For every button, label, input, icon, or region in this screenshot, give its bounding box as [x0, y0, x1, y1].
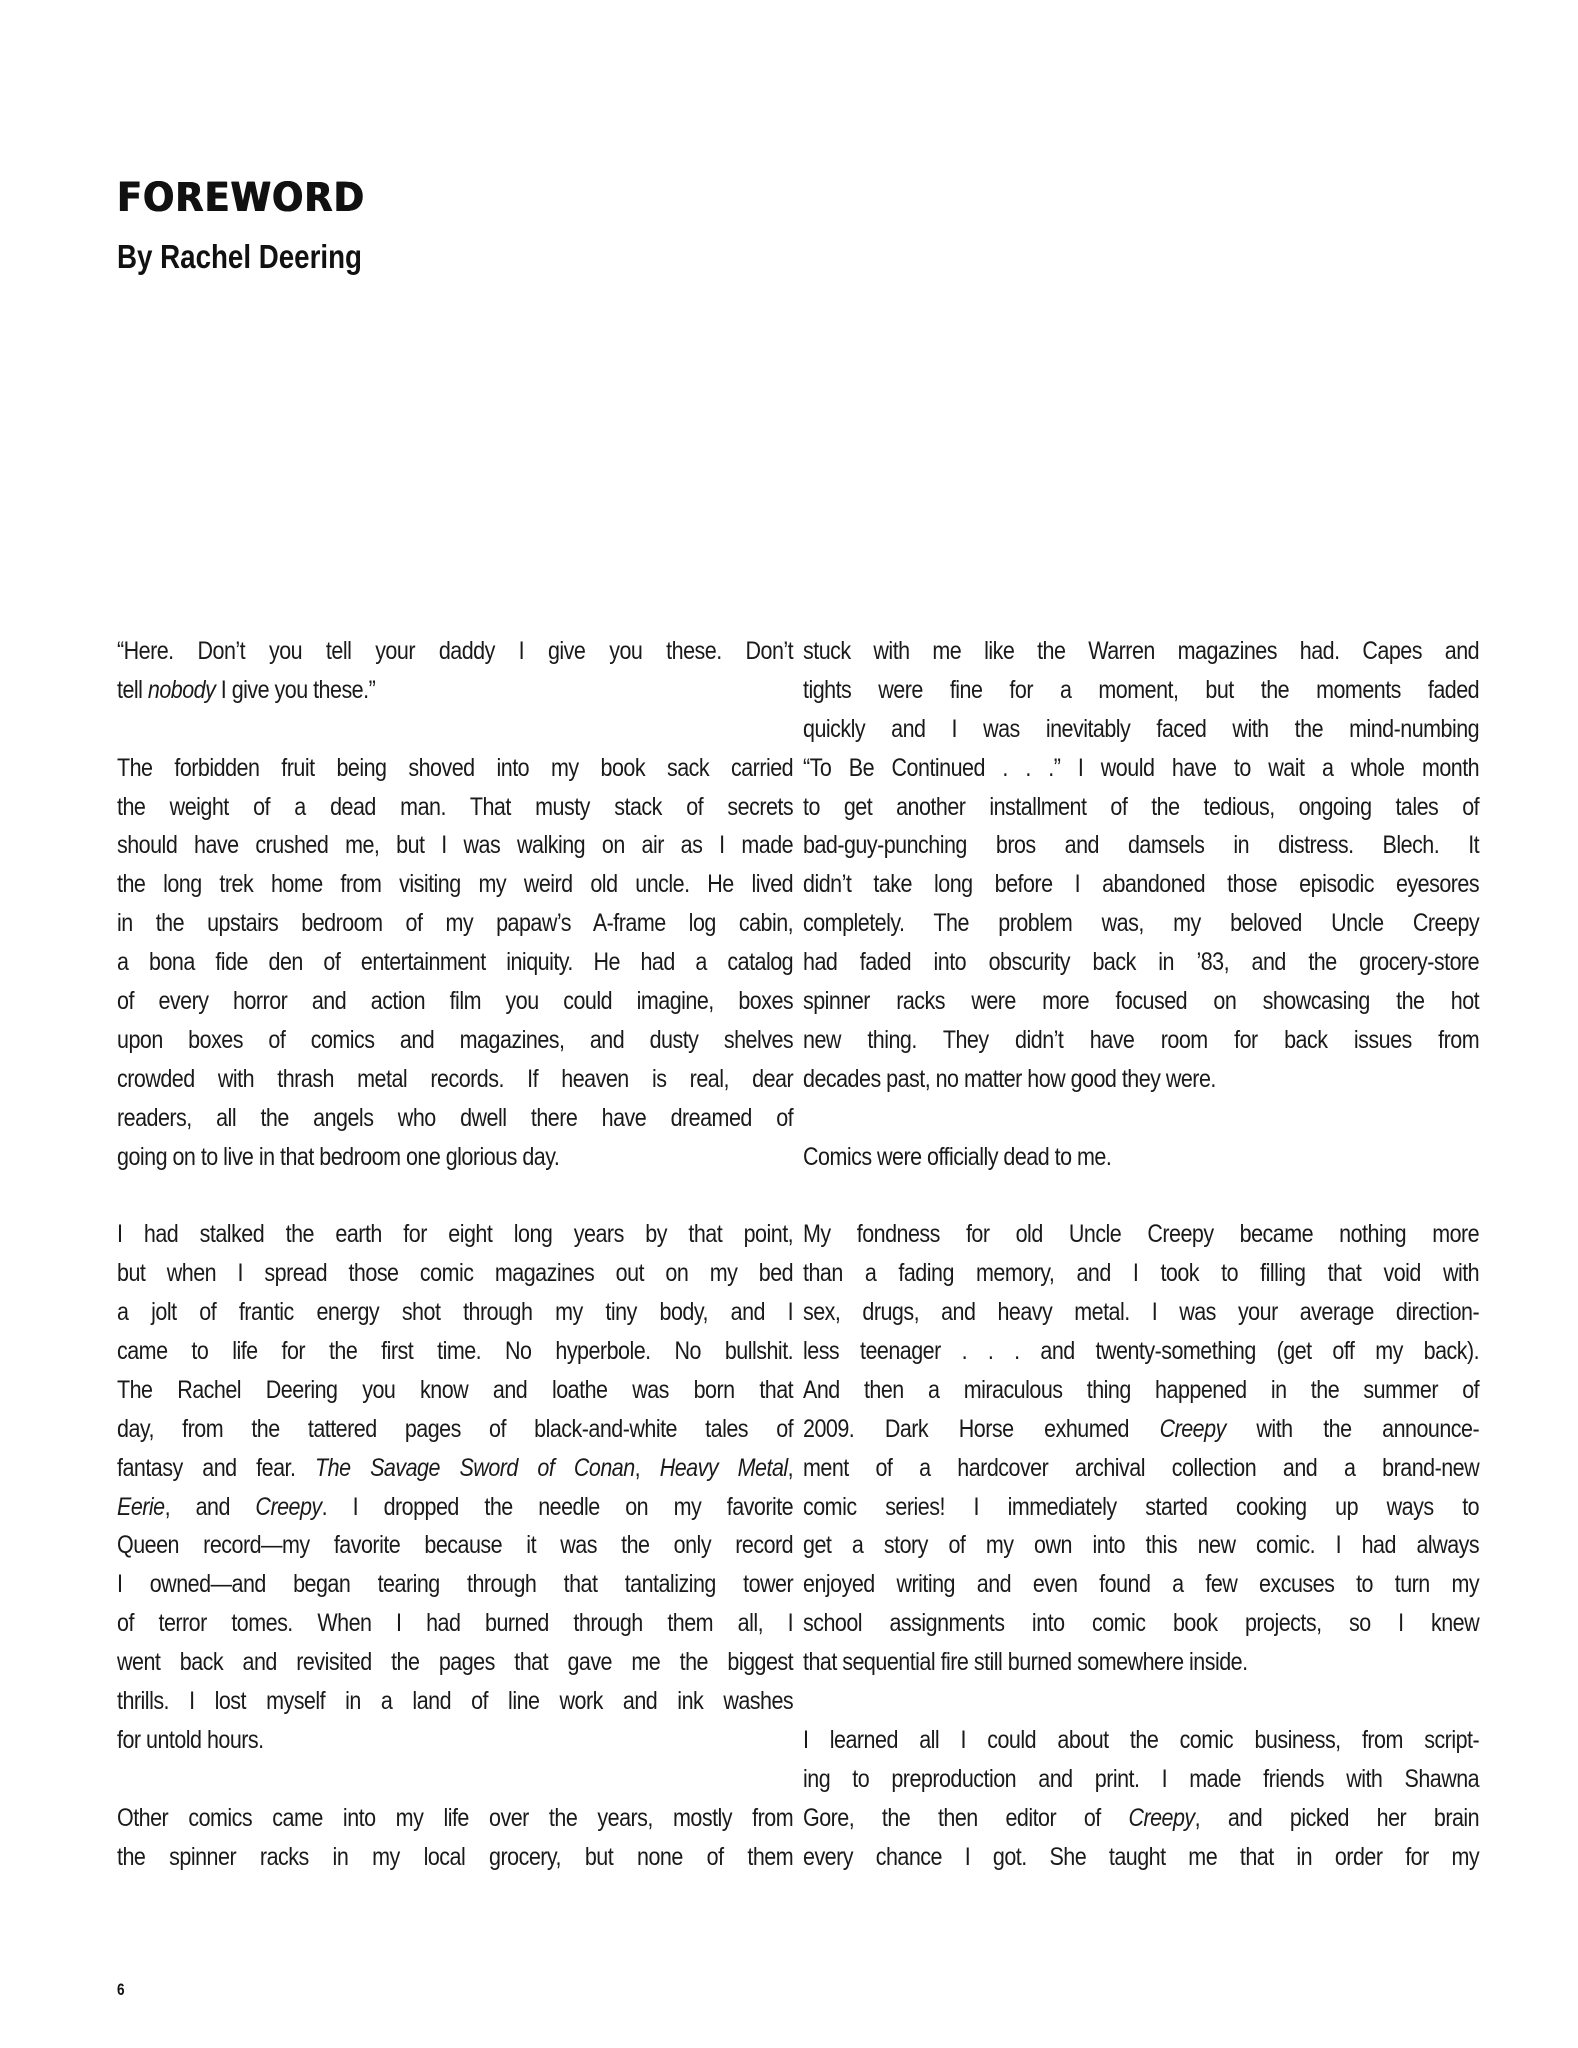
text-run: day, from the tattered pages of black-and-white tales of	[117, 1414, 794, 1443]
text-line	[803, 632, 1479, 671]
text-line	[117, 1371, 793, 1410]
text-line	[117, 943, 793, 982]
text-line	[803, 1215, 1479, 1254]
text-run: ment of a hardcover archival collection and a brand-new	[803, 1453, 1480, 1482]
text-run: the spinner racks in my local grocery, but none of them	[117, 1842, 794, 1871]
italic-title: Heavy Metal	[659, 1453, 788, 1482]
paragraph-gap	[117, 1760, 793, 1799]
paragraph-gap	[803, 1176, 1479, 1215]
text-line	[803, 1488, 1479, 1527]
text-run: Gore, the then editor of	[803, 1803, 1129, 1832]
text-line	[117, 982, 793, 1021]
text-run: the long trek home from visiting my weird old uncle. He lived	[117, 870, 794, 899]
text-line	[117, 865, 793, 904]
text-run: but when I spread those comic magazines out on my bed	[117, 1259, 794, 1288]
italic-title: Eerie	[117, 1492, 165, 1521]
text-line	[803, 826, 1479, 865]
text-line	[117, 1410, 793, 1449]
text-line	[117, 1604, 793, 1643]
text-run: new thing. They didn’t have room for back issues from	[803, 1025, 1480, 1054]
text-run: of terror tomes. When I had burned through them all, I	[117, 1609, 794, 1638]
text-line	[117, 671, 793, 710]
text-run: get a story of my own into this new comic. I had always	[803, 1531, 1480, 1560]
text-run: every chance I got. She taught me that in order for my	[803, 1842, 1480, 1871]
text-run: with the announce-	[1225, 1414, 1480, 1443]
page-number: 6	[117, 1980, 125, 1999]
text-run: should have crushed me, but I was walking on air as I made	[117, 831, 794, 860]
text-line	[117, 1449, 793, 1488]
text-run: And then a miraculous thing happened in the summer of	[803, 1375, 1480, 1404]
text-line	[117, 1838, 793, 1877]
body-column-left	[117, 632, 793, 1877]
text-run: Comics were officially dead to me.	[803, 1142, 1112, 1171]
text-run: I owned—and began tearing through that tantalizing tower	[117, 1570, 794, 1599]
text-line	[117, 1488, 793, 1527]
text-run: decades past, no matter how good they were.	[803, 1064, 1216, 1093]
text-run: comic series! I immediately started cooking up ways to	[803, 1492, 1480, 1521]
text-run: had faded into obscurity back in ’83, and the grocery-store	[803, 948, 1480, 977]
text-line	[803, 943, 1479, 982]
text-line	[803, 1138, 1479, 1177]
text-run: fantasy and fear.	[117, 1453, 316, 1482]
text-line	[117, 1060, 793, 1099]
text-line	[803, 1526, 1479, 1565]
text-line	[117, 1721, 793, 1760]
text-line	[117, 1643, 793, 1682]
text-run: “To Be Continued . . .” I would have to wait a whole month	[803, 753, 1480, 782]
text-line	[117, 826, 793, 865]
text-run: sex, drugs, and heavy metal. I was your average direction-	[803, 1298, 1480, 1327]
text-run: The forbidden fruit being shoved into my book sack carried	[117, 753, 794, 782]
text-run: didn’t take long before I abandoned those episodic eyesores	[803, 870, 1480, 899]
text-line	[803, 1643, 1479, 1682]
text-run: . I dropped the needle on my favorite	[321, 1492, 794, 1521]
text-line	[117, 749, 793, 788]
text-line	[117, 1565, 793, 1604]
italic-title: Creepy	[1128, 1803, 1195, 1832]
text-line	[803, 1254, 1479, 1293]
text-line	[803, 1021, 1479, 1060]
text-run: Other comics came into my life over the years, mostly from	[117, 1803, 794, 1832]
text-run: than a fading memory, and I took to filling that void with	[803, 1259, 1480, 1288]
text-run: to get another installment of the tedious, ongoing tales of	[803, 792, 1480, 821]
text-run: thrills. I lost myself in a land of line work and ink washes	[117, 1687, 794, 1716]
text-line	[803, 1060, 1479, 1099]
text-line	[117, 904, 793, 943]
text-run: “Here. Don’t you tell your daddy I give you these. Don’t	[117, 637, 794, 665]
text-run: I give you these.”	[215, 675, 376, 704]
text-run: tell	[117, 675, 148, 704]
text-run: quickly and I was inevitably faced with the mind-numbing	[803, 714, 1480, 743]
text-line	[803, 788, 1479, 827]
italic-title: Creepy	[1159, 1414, 1226, 1443]
author-byline: By Rachel Deering	[117, 238, 362, 275]
body-column-right	[803, 632, 1479, 1877]
text-line	[117, 1099, 793, 1138]
text-line	[803, 1410, 1479, 1449]
text-line	[117, 788, 793, 827]
text-run: The Rachel Deering you know and loathe was born that	[117, 1375, 794, 1404]
text-run: stuck with me like the Warren magazines had. Capes and	[803, 637, 1480, 665]
text-run: Queen record—my favorite because it was the only record	[117, 1531, 794, 1560]
text-run: spinner racks were more focused on showcasing the hot	[803, 987, 1480, 1016]
italic-title: nobody	[147, 675, 216, 704]
text-run: ,	[787, 1453, 794, 1482]
text-run: came to life for the first time. No hyperbole. No bullshit.	[117, 1337, 794, 1366]
text-line	[117, 1682, 793, 1721]
paragraph-gap	[803, 1682, 1479, 1721]
text-run: that sequential fire still burned somewhere inside.	[803, 1648, 1248, 1677]
text-line	[117, 1293, 793, 1332]
text-run: , and	[164, 1492, 256, 1521]
text-run: , and picked her brain	[1194, 1803, 1480, 1832]
text-run: My fondness for old Uncle Creepy became nothing more	[803, 1220, 1480, 1249]
text-run: in the upstairs bedroom of my papaw’s A-frame log cabin,	[117, 909, 794, 938]
paragraph-gap	[803, 1099, 1479, 1138]
text-line	[803, 982, 1479, 1021]
text-run: upon boxes of comics and magazines, and dusty shelves	[117, 1025, 794, 1054]
italic-title: The Savage Sword of Conan	[315, 1453, 635, 1482]
text-run: for untold hours.	[117, 1725, 264, 1754]
text-line	[803, 749, 1479, 788]
paragraph-gap	[117, 1176, 793, 1215]
text-line	[803, 1838, 1479, 1877]
text-run: ing to preproduction and print. I made friends with Shawna	[803, 1764, 1480, 1793]
text-run: school assignments into comic book projects, so I knew	[803, 1609, 1480, 1638]
text-line	[803, 865, 1479, 904]
text-run: ,	[634, 1453, 660, 1482]
text-line	[803, 1293, 1479, 1332]
text-run: going on to live in that bedroom one glorious day.	[117, 1142, 560, 1171]
text-line	[803, 1799, 1479, 1838]
text-line	[117, 1138, 793, 1177]
text-run: completely. The problem was, my beloved Uncle Creepy	[803, 909, 1480, 938]
text-run: less teenager . . . and twenty-something (get off my back).	[803, 1337, 1480, 1366]
text-run: a bona fide den of entertainment iniquity. He had a catalog	[117, 948, 794, 977]
text-run: tights were fine for a moment, but the moments faded	[803, 675, 1480, 704]
text-line	[803, 1449, 1479, 1488]
text-run: the weight of a dead man. That musty stack of secrets	[117, 792, 794, 821]
italic-title: Creepy	[255, 1492, 322, 1521]
text-line	[803, 1760, 1479, 1799]
text-line	[803, 1371, 1479, 1410]
text-run: readers, all the angels who dwell there have dreamed of	[117, 1103, 794, 1132]
text-line	[803, 710, 1479, 749]
text-line	[117, 1254, 793, 1293]
text-run: I learned all I could about the comic business, from script-	[803, 1725, 1480, 1754]
text-run: of every horror and action film you could imagine, boxes	[117, 987, 794, 1016]
text-line	[803, 1332, 1479, 1371]
text-line	[803, 1721, 1479, 1760]
text-line	[117, 1799, 793, 1838]
text-line	[117, 1215, 793, 1254]
text-run: enjoyed writing and even found a few excuses to turn my	[803, 1570, 1480, 1599]
text-run: I had stalked the earth for eight long years by that point,	[117, 1220, 794, 1249]
text-run: went back and revisited the pages that gave me the biggest	[117, 1648, 794, 1677]
text-run: crowded with thrash metal records. If heaven is real, dear	[117, 1064, 794, 1093]
paragraph-gap	[117, 710, 793, 749]
text-line	[803, 1565, 1479, 1604]
text-run: 2009. Dark Horse exhumed	[803, 1414, 1160, 1443]
text-line	[803, 1604, 1479, 1643]
text-line	[803, 671, 1479, 710]
text-line	[117, 1526, 793, 1565]
text-line	[117, 1332, 793, 1371]
text-line	[117, 632, 793, 671]
text-run: bad-guy-punching bros and damsels in distress. Blech. It	[803, 831, 1480, 860]
text-line	[117, 1021, 793, 1060]
page-title: FOREWORD	[117, 175, 366, 221]
text-run: a jolt of frantic energy shot through my tiny body, and I	[117, 1298, 794, 1327]
text-line	[803, 904, 1479, 943]
